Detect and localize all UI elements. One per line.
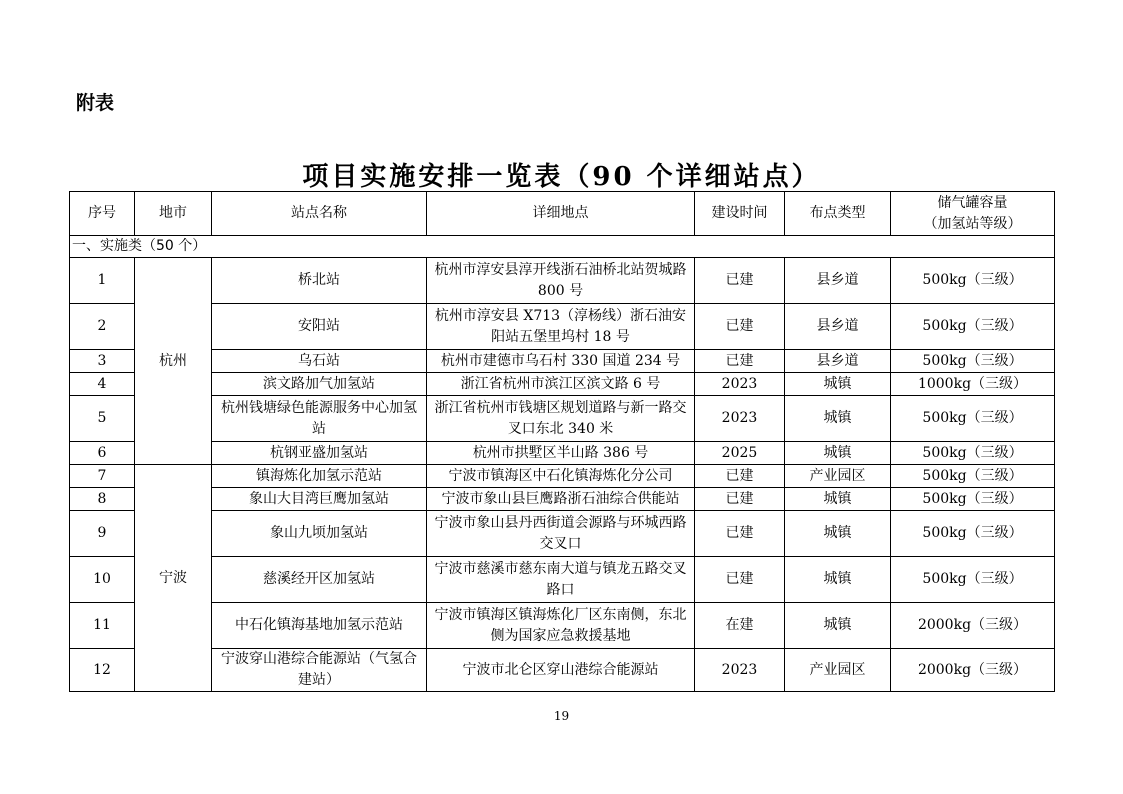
cell-name: 象山大目湾巨鹰加氢站	[212, 488, 427, 511]
cell-capacity: 500kg（三级）	[891, 465, 1055, 488]
cell-no: 6	[70, 442, 135, 465]
table-row	[70, 304, 1055, 350]
cell-name: 杭州钱塘绿色能源服务中心加氢站	[212, 396, 427, 442]
table-row	[70, 350, 1055, 373]
cell-type: 县乡道	[785, 258, 891, 304]
table-row	[70, 557, 1055, 603]
cell-time: 已建	[695, 258, 785, 304]
cell-name: 中石化镇海基地加氢示范站	[212, 603, 427, 649]
cell-address: 杭州市淳安县 X713（淳杨线）浙石油安阳站五堡里坞村 18 号	[427, 304, 695, 350]
table-row	[70, 373, 1055, 396]
cell-time: 已建	[695, 465, 785, 488]
cell-name: 杭钢亚盛加氢站	[212, 442, 427, 465]
cell-time: 已建	[695, 488, 785, 511]
cell-capacity: 500kg（三级）	[891, 488, 1055, 511]
table-row	[70, 649, 1055, 692]
cell-address: 杭州市淳安县淳开线浙石油桥北站贺城路 800 号	[427, 258, 695, 304]
cell-capacity: 500kg（三级）	[891, 557, 1055, 603]
header-no: 序号	[70, 192, 135, 236]
cell-type: 县乡道	[785, 304, 891, 350]
cell-time: 已建	[695, 557, 785, 603]
cell-no: 10	[70, 557, 135, 603]
cell-no: 3	[70, 350, 135, 373]
cell-address: 浙江省杭州市钱塘区规划道路与新一路交叉口东北 340 米	[427, 396, 695, 442]
cell-type: 城镇	[785, 396, 891, 442]
cell-name: 镇海炼化加氢示范站	[212, 465, 427, 488]
header-row	[70, 192, 1055, 236]
cell-name: 宁波穿山港综合能源站（气氢合建站）	[212, 649, 427, 692]
cell-no: 5	[70, 396, 135, 442]
cell-type: 城镇	[785, 511, 891, 557]
cell-no: 12	[70, 649, 135, 692]
cell-type: 城镇	[785, 373, 891, 396]
header-address: 详细地点	[427, 192, 695, 236]
table-row	[70, 488, 1055, 511]
table-row	[70, 511, 1055, 557]
table-row	[70, 396, 1055, 442]
header-name: 站点名称	[212, 192, 427, 236]
appendix-label: 附表	[76, 92, 115, 114]
cell-time: 2023	[695, 649, 785, 692]
cell-city: 宁波	[135, 465, 212, 692]
table-title: 项目实施安排一览表（90 个详细站点）	[302, 162, 821, 192]
cell-address: 杭州市建德市乌石村 330 国道 234 号	[427, 350, 695, 373]
table-row	[70, 442, 1055, 465]
cell-time: 已建	[695, 350, 785, 373]
cell-type: 产业园区	[785, 649, 891, 692]
cell-time: 已建	[695, 511, 785, 557]
cell-type: 县乡道	[785, 350, 891, 373]
cell-no: 2	[70, 304, 135, 350]
cell-no: 7	[70, 465, 135, 488]
table-row	[70, 258, 1055, 304]
cell-name: 乌石站	[212, 350, 427, 373]
cell-capacity: 500kg（三级）	[891, 304, 1055, 350]
cell-capacity: 500kg（三级）	[891, 350, 1055, 373]
header-time: 建设时间	[695, 192, 785, 236]
cell-time: 2023	[695, 396, 785, 442]
cell-address: 宁波市象山县丹西街道会源路与环城西路交叉口	[427, 511, 695, 557]
cell-address: 宁波市镇海区中石化镇海炼化分公司	[427, 465, 695, 488]
cell-type: 城镇	[785, 488, 891, 511]
cell-capacity: 500kg（三级）	[891, 511, 1055, 557]
cell-name: 象山九顷加氢站	[212, 511, 427, 557]
cell-name: 慈溪经开区加氢站	[212, 557, 427, 603]
cell-type: 产业园区	[785, 465, 891, 488]
cell-address: 杭州市拱墅区半山路 386 号	[427, 442, 695, 465]
table-row	[70, 603, 1055, 649]
cell-name: 安阳站	[212, 304, 427, 350]
cell-capacity: 2000kg（三级）	[891, 649, 1055, 692]
cell-address: 浙江省杭州市滨江区滨文路 6 号	[427, 373, 695, 396]
table-row	[70, 465, 1055, 488]
cell-name: 桥北站	[212, 258, 427, 304]
cell-type: 城镇	[785, 603, 891, 649]
cell-time: 2025	[695, 442, 785, 465]
cell-name: 滨文路加气加氢站	[212, 373, 427, 396]
cell-city: 杭州	[135, 258, 212, 465]
cell-capacity: 1000kg（三级）	[891, 373, 1055, 396]
cell-no: 8	[70, 488, 135, 511]
page-number: 19	[553, 709, 570, 723]
cell-no: 11	[70, 603, 135, 649]
cell-time: 2023	[695, 373, 785, 396]
cell-address: 宁波市镇海区镇海炼化厂区东南侧，东北侧为国家应急救援基地	[427, 603, 695, 649]
cell-capacity: 500kg（三级）	[891, 258, 1055, 304]
cell-type: 城镇	[785, 557, 891, 603]
header-capacity: 储气罐容量 （加氢站等级）	[891, 192, 1055, 236]
cell-no: 4	[70, 373, 135, 396]
header-type: 布点类型	[785, 192, 891, 236]
header-city: 地市	[135, 192, 212, 236]
section-row	[70, 236, 1055, 258]
cell-address: 宁波市北仑区穿山港综合能源站	[427, 649, 695, 692]
section-label: 一、实施类（50 个）	[70, 236, 1055, 258]
cell-type: 城镇	[785, 442, 891, 465]
cell-capacity: 2000kg（三级）	[891, 603, 1055, 649]
cell-capacity: 500kg（三级）	[891, 396, 1055, 442]
cell-no: 1	[70, 258, 135, 304]
cell-address: 宁波市象山县巨鹰路浙石油综合供能站	[427, 488, 695, 511]
cell-time: 已建	[695, 304, 785, 350]
cell-no: 9	[70, 511, 135, 557]
cell-time: 在建	[695, 603, 785, 649]
cell-capacity: 500kg（三级）	[891, 442, 1055, 465]
cell-address: 宁波市慈溪市慈东南大道与镇龙五路交叉路口	[427, 557, 695, 603]
project-table	[69, 191, 1055, 692]
